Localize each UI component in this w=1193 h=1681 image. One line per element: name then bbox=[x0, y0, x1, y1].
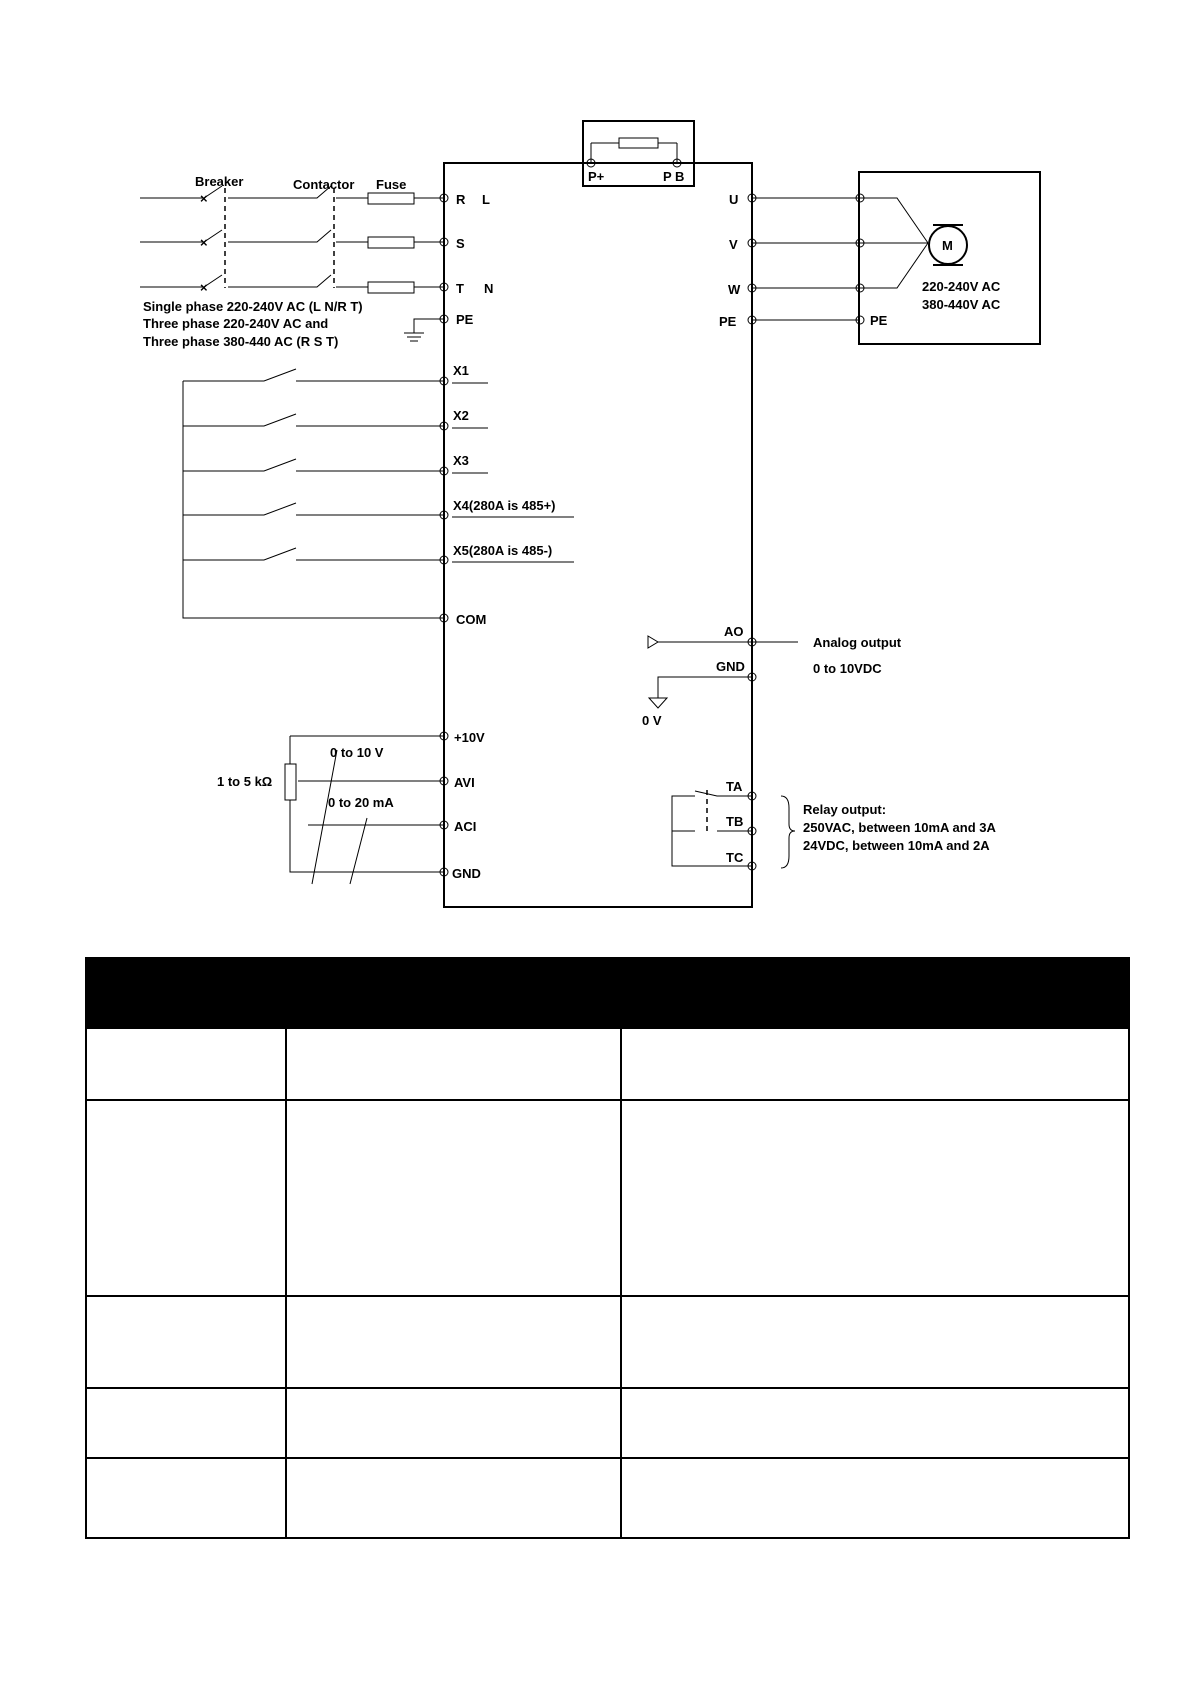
motor-output bbox=[719, 172, 1040, 344]
table-cell bbox=[621, 1028, 1129, 1100]
relay-title: Relay output: bbox=[803, 802, 887, 817]
table-row bbox=[86, 1296, 1129, 1388]
relay-output bbox=[672, 779, 997, 870]
relay-line-2: 24VDC, between 10mA and 2A bbox=[803, 838, 990, 853]
left-terminals bbox=[440, 192, 493, 327]
motor-rating-1: 220-240V AC bbox=[922, 279, 1001, 294]
breaker-x-1: × bbox=[200, 191, 208, 206]
table-cell bbox=[86, 1100, 286, 1296]
table-cell bbox=[286, 1296, 621, 1388]
table-cell bbox=[621, 1296, 1129, 1388]
terminal-x1: X1 bbox=[453, 363, 469, 378]
table-cell bbox=[286, 1028, 621, 1100]
range-0-10v: 0 to 10 V bbox=[330, 745, 384, 760]
digital-inputs bbox=[183, 363, 574, 627]
braking-resistor bbox=[583, 121, 694, 186]
potentiometer-label: 1 to 5 kΩ bbox=[217, 774, 273, 789]
table-cell bbox=[86, 1296, 286, 1388]
mains-note-line-2: Three phase 220-240V AC and bbox=[143, 316, 329, 331]
terminal-10v: +10V bbox=[454, 730, 485, 745]
terminal-com: COM bbox=[456, 612, 487, 627]
motor-rating-2: 380-440V AC bbox=[922, 297, 1001, 312]
terminal-x5: X5(280A is 485-) bbox=[453, 543, 553, 558]
relay-line-1: 250VAC, between 10mA and 3A bbox=[803, 820, 996, 835]
table-cell bbox=[86, 1458, 286, 1538]
terminal-n: N bbox=[484, 281, 494, 296]
table-row bbox=[86, 1100, 1129, 1296]
terminal-avi: AVI bbox=[454, 775, 475, 790]
table-cell bbox=[621, 1458, 1129, 1538]
terminal-l: L bbox=[482, 192, 490, 207]
breaker-x-2: × bbox=[200, 235, 208, 250]
table-cell bbox=[86, 1388, 286, 1458]
terminal-x2: X2 bbox=[453, 408, 469, 423]
terminal-tb: TB bbox=[726, 814, 744, 829]
analog-output-title: Analog output bbox=[813, 635, 902, 650]
table-cell bbox=[286, 1388, 621, 1458]
table-cell bbox=[621, 1100, 1129, 1296]
terminal-pe-left: PE bbox=[456, 312, 474, 327]
table-header bbox=[86, 958, 1129, 1028]
terminal-pb: P B bbox=[663, 169, 685, 184]
terminal-aci: ACI bbox=[454, 819, 477, 834]
table-cell bbox=[621, 1388, 1129, 1458]
motor-pe: PE bbox=[870, 313, 888, 328]
terminal-t: T bbox=[456, 281, 464, 296]
analog-output-range: 0 to 10VDC bbox=[813, 661, 882, 676]
terminal-ta: TA bbox=[726, 779, 743, 794]
terminal-s: S bbox=[456, 236, 465, 251]
table-header-cell bbox=[621, 958, 1129, 1028]
terminal-x4: X4(280A is 485+) bbox=[453, 498, 556, 513]
contactor-label: Contactor bbox=[293, 177, 355, 192]
analog-output bbox=[642, 624, 902, 728]
terminal-tc: TC bbox=[726, 850, 744, 865]
terminal-r: R bbox=[456, 192, 466, 207]
terminal-gnd-left: GND bbox=[452, 866, 481, 881]
breaker-label: Breaker bbox=[195, 174, 244, 189]
mains-input bbox=[140, 174, 444, 349]
spec-table bbox=[85, 957, 1130, 1539]
table-cell bbox=[286, 1458, 621, 1538]
terminal-x3: X3 bbox=[453, 453, 469, 468]
table-header-cell bbox=[86, 958, 286, 1028]
drive-body bbox=[444, 163, 752, 907]
table-row bbox=[86, 1388, 1129, 1458]
table-cell bbox=[286, 1100, 621, 1296]
analog-output-zero: 0 V bbox=[642, 713, 662, 728]
terminal-p-plus: P+ bbox=[588, 169, 605, 184]
terminal-w: W bbox=[728, 282, 741, 297]
terminal-v: V bbox=[729, 237, 738, 252]
breaker-x-3: × bbox=[200, 280, 208, 295]
table-row bbox=[86, 1028, 1129, 1100]
mains-note-line-1: Single phase 220-240V AC (L N/R T) bbox=[143, 299, 363, 314]
fuse-label: Fuse bbox=[376, 177, 407, 192]
terminal-u: U bbox=[729, 192, 739, 207]
table-cell bbox=[86, 1028, 286, 1100]
terminal-gnd-right: GND bbox=[716, 659, 745, 674]
motor-symbol: M bbox=[942, 238, 953, 253]
terminal-pe-right: PE bbox=[719, 314, 737, 329]
mains-note-line-3: Three phase 380-440 AC (R S T) bbox=[143, 334, 339, 349]
table-header-cell bbox=[286, 958, 621, 1028]
terminal-ao: AO bbox=[724, 624, 744, 639]
range-0-20ma: 0 to 20 mA bbox=[328, 795, 394, 810]
table-row bbox=[86, 1458, 1129, 1538]
